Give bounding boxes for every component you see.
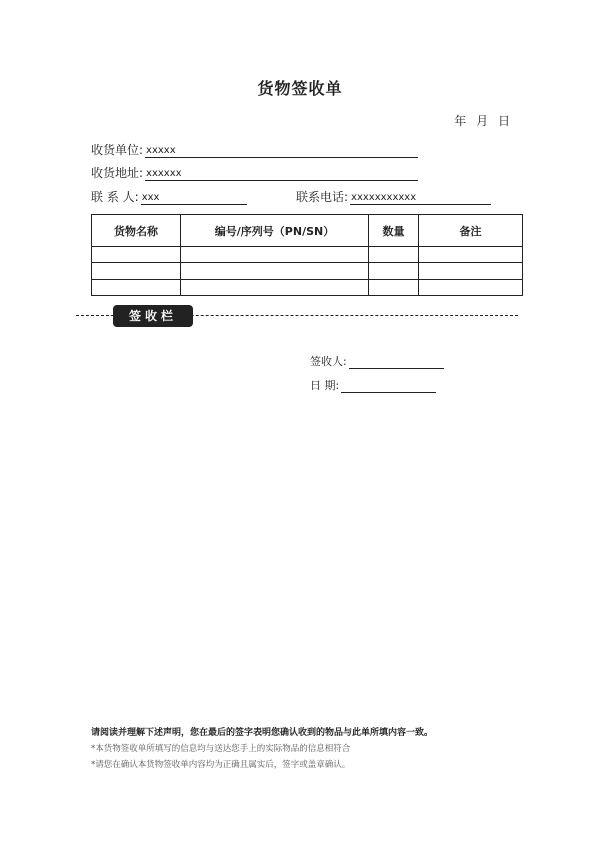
cell-serial-number[interactable] (181, 279, 369, 295)
cell-quantity[interactable] (369, 263, 419, 279)
sign-date-label: 日 期: (310, 379, 340, 392)
header-goods-name: 货物名称 (92, 215, 181, 247)
cell-quantity[interactable] (369, 279, 419, 295)
date-year-label: 年 (454, 114, 467, 128)
table-header-row (92, 215, 523, 247)
sign-date-field[interactable] (341, 382, 436, 393)
receiver-address-label: 收货地址: (91, 166, 144, 180)
sign-date-row (310, 377, 436, 393)
header-quantity: 数量 (369, 215, 419, 247)
signer-label: 签收人: (310, 355, 347, 368)
cell-serial-number[interactable] (181, 247, 369, 263)
cell-goods-name[interactable] (92, 247, 181, 263)
header-serial-number: 编号/序列号（PN/SN） (181, 215, 369, 247)
page-title: 货物签收单 (257, 79, 343, 98)
contact-phone-field[interactable]: xxxxxxxxxxx (350, 191, 491, 205)
goods-table (91, 214, 523, 296)
signer-field[interactable] (349, 358, 444, 369)
receiver-address-row (91, 164, 418, 181)
signature-section-tag: 签收栏 (113, 305, 193, 327)
contact-person-field[interactable]: xxx (141, 191, 247, 205)
contact-phone-row (296, 188, 491, 205)
contact-person-label: 联 系 人: (91, 190, 139, 204)
cell-quantity[interactable] (369, 247, 419, 263)
date-month-label: 月 (476, 114, 489, 128)
contact-person-row (91, 188, 247, 205)
table-row (92, 279, 523, 295)
footer-note-1: *本货物签收单所填写的信息均与送达您手上的实际物品的信息相符合 (91, 744, 351, 754)
cell-remarks[interactable] (419, 279, 523, 295)
cell-remarks[interactable] (419, 247, 523, 263)
receiver-unit-row (91, 141, 418, 158)
header-remarks: 备注 (419, 215, 523, 247)
signer-row (310, 353, 444, 369)
receiver-address-field[interactable]: xxxxxx (145, 167, 418, 181)
footer-note-2: *请您在确认本货物签收单内容均为正确且属实后，签字或盖章确认。 (91, 760, 351, 770)
contact-phone-label: 联系电话: (296, 190, 349, 204)
receiver-unit-field[interactable]: xxxxx (145, 144, 418, 158)
cell-serial-number[interactable] (181, 263, 369, 279)
cell-goods-name[interactable] (92, 279, 181, 295)
receiver-unit-label: 收货单位: (91, 143, 144, 157)
date-row (448, 112, 510, 129)
cell-goods-name[interactable] (92, 263, 181, 279)
footer-statement: 请阅读并理解下述声明，您在最后的签字表明您确认收到的物品与此单所填内容一致。 (91, 728, 434, 738)
table-row (92, 247, 523, 263)
cell-remarks[interactable] (419, 263, 523, 279)
date-day-label: 日 (497, 114, 510, 128)
table-row (92, 263, 523, 279)
